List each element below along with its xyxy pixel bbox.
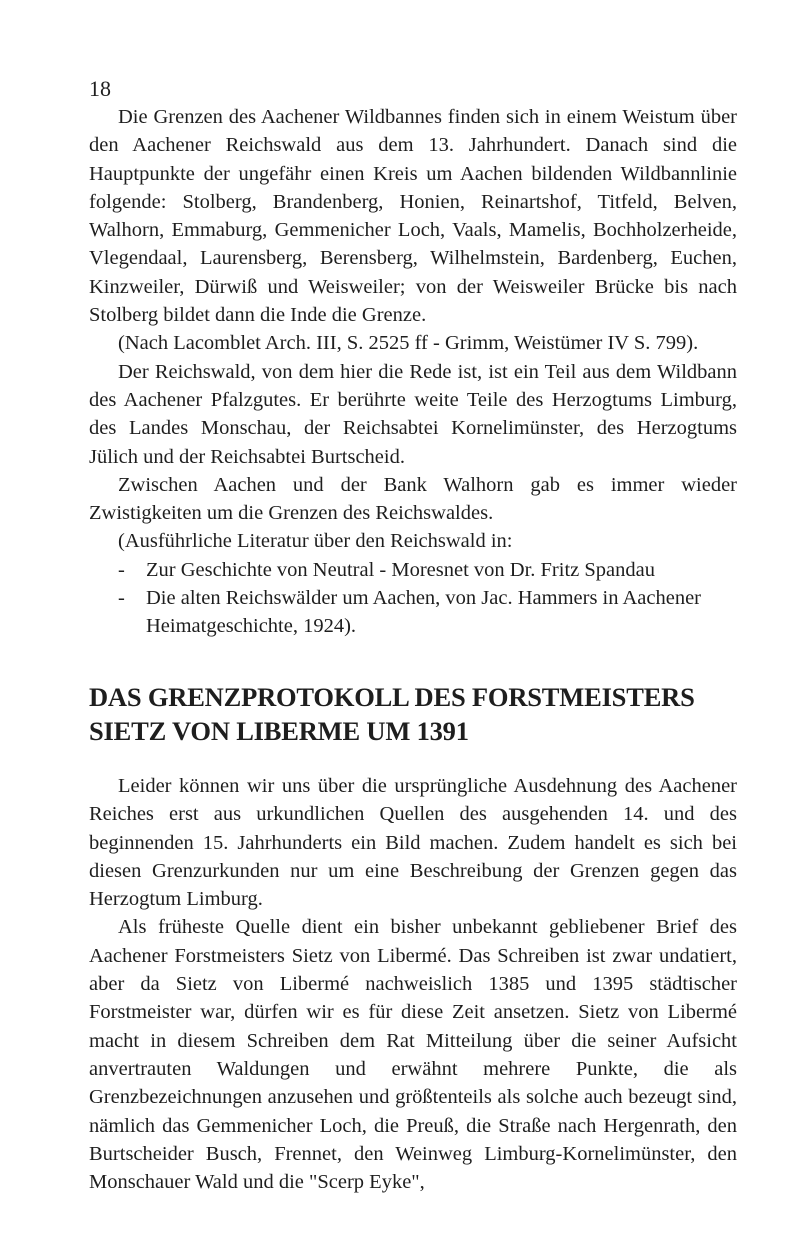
section-paragraph-1: Leider können wir uns über die ursprüngliche Ausdehnung des Aachener Reiches erst aus urkundlichen Quellen des ausgehenden 14. und des beginnenden 15. Jahrhunderts ein Bild machen. Zudem handelt es sich bei diesen Grenzurkunden nur um eine Beschreibung der Grenzen gegen das Herzogtum Limburg. xyxy=(89,775,737,911)
main-section xyxy=(89,772,737,1196)
literature-item xyxy=(89,556,737,584)
intro-paragraph-3: Zwischen Aachen und der Bank Walhorn gab es immer wieder Zwistigkeiten um die Grenzen des Reichswaldes. xyxy=(89,473,737,525)
section-paragraph-2: Als früheste Quelle dient ein bisher unbekannt gebliebener Brief des Aachener Forstmeisters Sietz von Libermé. Das Schreiben ist zwar undatiert, aber da Sietz von Libermé nachweislich 1385 und 1395 städtischer Forstmeister war, dürfen wir es für diese Zeit ansetzen. Sietz von Libermé macht in diesem Schreiben dem Rat Mitteilung über die seiner Aufsicht anvertrauten Waldungen und erwähnt mehrere Punkte, die als Grenzbezeichnungen anzusehen und größtenteils als solche auch bezeugt sind, nämlich das Gemmenicher Loch, die Preuß, die Straße nach Hergenrath, den Burtscheider Busch, Frennet, den Weinweg Limburg-Kornelimünster, den Monschauer Wald und die "Scerp Eyke", xyxy=(89,916,737,1194)
intro-paragraph-1: Die Grenzen des Aachener Wildbannes finden sich in einem Weistum über den Aachener Reichswald aus dem 13. Jahrhundert. Danach sind die Hauptpunkte der ungefähr einen Kreis um Aachen bildenden Wildbannlinie folgende: Stolberg, Brandenberg, Honien, Reinartshof, Titfeld, Belven, Walhorn, Emmaburg, Gemmenicher Loch, Vaals, Mamelis, Bochholzerheide, Vlegendaal, Laurensberg, Berensberg, Wilhelmstein, Bardenberg, Euchen, Kinzweiler, Dürwiß und Weisweiler; von der Weisweiler Brücke bis nach Stolberg bildet dann die Inde die Grenze. xyxy=(89,106,737,327)
page-number: 18 xyxy=(89,76,111,101)
literature-list xyxy=(89,556,737,641)
citation: (Nach Lacomblet Arch. III, S. 2525 ff - Grimm, Weistümer IV S. 799). xyxy=(118,332,699,355)
section-heading-line-1: DAS GRENZPROTOKOLL DES FORSTMEISTERS xyxy=(89,682,695,712)
literature-intro: (Ausführliche Literatur über den Reichswald in: xyxy=(118,530,513,553)
list-dash: - xyxy=(118,558,125,581)
section-heading xyxy=(89,680,749,748)
intro-section xyxy=(89,103,737,641)
literature-item-text: Zur Geschichte von Neutral - Moresnet von Dr. Fritz Spandau xyxy=(146,558,655,581)
literature-item xyxy=(89,584,737,641)
section-heading-line-2: SIETZ VON LIBERME UM 1391 xyxy=(89,716,469,746)
literature-item-text: Die alten Reichswälder um Aachen, von Jac. Hammers in Aachener Heimatgeschichte, 1924). xyxy=(146,587,702,638)
intro-paragraph-2: Der Reichswald, von dem hier die Rede ist, ist ein Teil aus dem Wildbann des Aachener Pfalzgutes. Er berührte weite Teile des Herzogtums Limburg, des Landes Monschau, der Reichsabtei Kornelimünster, des Herzogtums Jülich und der Reichsabtei Burtscheid. xyxy=(89,360,737,468)
list-dash: - xyxy=(118,587,125,610)
